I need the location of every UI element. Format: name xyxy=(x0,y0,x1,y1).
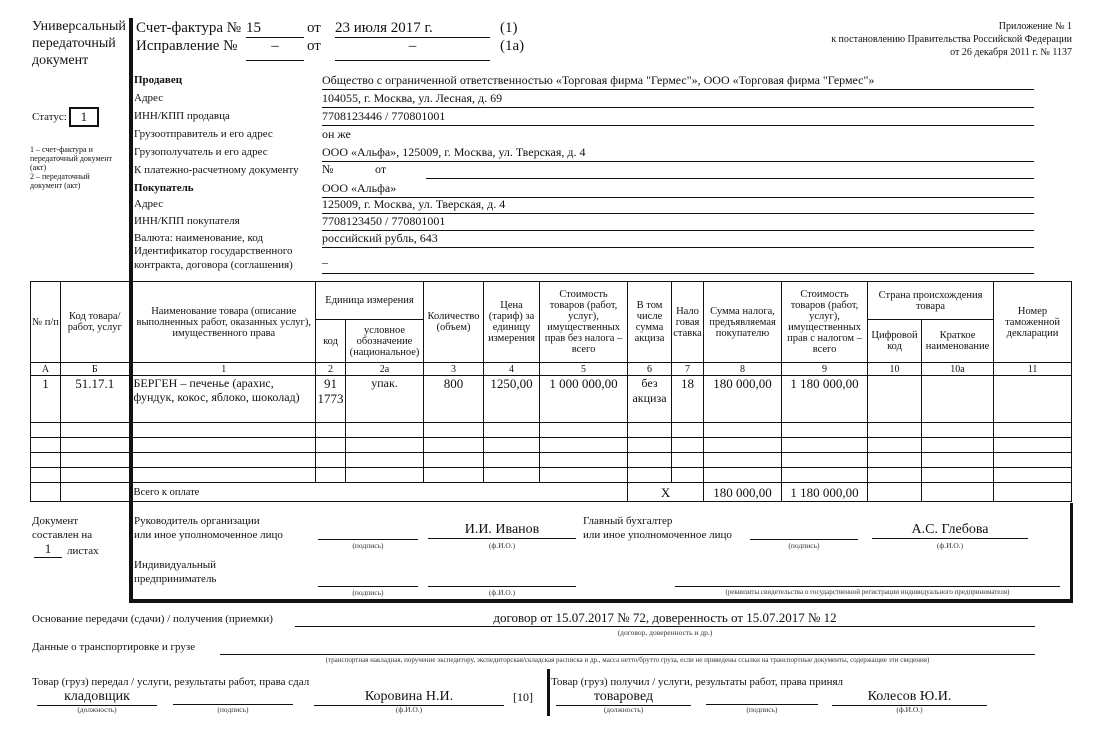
head-label-line: или иное уполномоченное лицо xyxy=(134,529,283,541)
col-header-qty: Количество (объем) xyxy=(424,282,484,363)
seller-field[interactable]: Общество с ограниченной ответственностью «Торговая фирма "Гермес"», ООО «Торговая фирма "Гермес"» xyxy=(322,72,1034,90)
col-header-excise: В том числе сумма акциза xyxy=(628,282,672,363)
vertical-separator-right xyxy=(1070,503,1073,603)
payment-doc-label: К платежно-расчетному документу xyxy=(134,164,299,176)
col-header-price: Цена (тариф) за единицу измерения xyxy=(484,282,540,363)
col-header-cost-with-tax: Стоимость товаров (работ, услуг), имущественных прав с налогом – всего xyxy=(782,282,868,363)
col-number: 2а xyxy=(346,363,424,376)
payment-doc-from-label: от xyxy=(375,162,387,176)
head-label-line: Руководитель организации xyxy=(134,515,260,527)
table-row-empty xyxy=(31,453,1072,468)
status-legend-line: 1 – счет-фактура и xyxy=(30,145,93,154)
col-header-unit-code: код xyxy=(316,320,346,363)
entrepreneur-label xyxy=(134,558,216,586)
correction-from-label: от xyxy=(307,38,321,54)
accountant-name-field[interactable]: А.С. Глебова xyxy=(872,522,1028,539)
vertical-separator xyxy=(129,18,133,281)
transport-field[interactable] xyxy=(220,640,1035,655)
caption: (реквизиты свидетельства о государственной регистрации индивидуального предпринимателя) xyxy=(725,588,1010,596)
col-number: 5 xyxy=(540,363,628,376)
head-name-field[interactable]: И.И. Иванов xyxy=(428,522,576,539)
sheets-label: листах xyxy=(67,545,99,557)
accountant-label xyxy=(583,514,732,542)
col-number: 1 xyxy=(131,363,316,376)
status-legend-line: 2 – передаточный xyxy=(30,172,90,181)
contract-id-field[interactable]: – xyxy=(322,254,1034,274)
buyer-inn-field[interactable]: 7708123450 / 770801001 xyxy=(322,213,1034,231)
entrepreneur-fio-field[interactable] xyxy=(428,572,576,587)
sheets-label: Документ xyxy=(32,515,79,527)
buyer-address-field[interactable]: 125009, г. Москва, ул. Тверская, д. 4 xyxy=(322,196,1034,214)
accountant-label-line: или иное уполномоченное лицо xyxy=(583,529,732,541)
caption: (подпись) xyxy=(217,705,249,714)
sheets-count-field[interactable]: 1 xyxy=(34,541,62,558)
col-number: 6 xyxy=(628,363,672,376)
appendix-line: к постановлению Правительства Российской Федерации xyxy=(831,34,1072,45)
appendix-line: от 26 декабря 2011 г. № 1137 xyxy=(950,47,1072,58)
status-legend-line: передаточный документ xyxy=(30,154,112,163)
total-cost-with-tax: 1 180 000,00 xyxy=(782,483,868,502)
status-legend-line: (акт) xyxy=(30,163,47,172)
col-number: 9 xyxy=(782,363,868,376)
handed-position-field[interactable]: кладовщик xyxy=(37,689,157,706)
shipper-field[interactable]: он же xyxy=(322,127,351,141)
col-number: Б xyxy=(61,363,131,376)
col-header-unit-symbol: условное обозначение (национальное) xyxy=(346,320,424,363)
col-header-tax-sum: Сумма налога, предъявляемая покупателю xyxy=(704,282,782,363)
invoice-label: Счет-фактура № xyxy=(136,20,242,36)
cell-customs xyxy=(994,376,1072,423)
col-number: А xyxy=(31,363,61,376)
caption: (ф.И.О.) xyxy=(488,541,516,550)
buyer-label: Покупатель xyxy=(134,182,194,194)
correction-label: Исправление № xyxy=(136,38,238,54)
correction-ref: (1а) xyxy=(500,38,525,54)
doc-title-line: документ xyxy=(32,53,89,68)
status-value-box[interactable]: 1 xyxy=(69,107,99,127)
payment-doc-no-label: № xyxy=(322,162,334,176)
cell-excise: без акциза xyxy=(628,376,672,423)
col-number: 4 xyxy=(484,363,540,376)
column-number-row xyxy=(31,363,1072,376)
contract-id-label xyxy=(134,244,293,272)
entrepreneur-label-line: Индивидуальный xyxy=(134,559,216,571)
invoice-date-field[interactable]: 23 июля 2017 г. xyxy=(335,20,490,38)
total-excise: Х xyxy=(628,483,704,502)
accountant-label-line: Главный бухгалтер xyxy=(583,515,673,527)
currency-field[interactable]: российский рубль, 643 xyxy=(322,230,1034,248)
handed-signature-field[interactable] xyxy=(173,689,293,705)
basis-label: Основание передачи (сдачи) / получения (приемки) xyxy=(32,613,273,625)
cell-tax-sum: 180 000,00 xyxy=(704,376,782,423)
sheets-count-block xyxy=(32,514,92,542)
col-number: 10а xyxy=(922,363,994,376)
col-number: 7 xyxy=(672,363,704,376)
cell-tax-rate: 18 xyxy=(672,376,704,423)
entrepreneur-label-line: предприниматель xyxy=(134,573,217,585)
basis-field[interactable]: договор от 15.07.2017 № 72, доверенность от 15.07.2017 № 12 xyxy=(295,610,1035,627)
col-number: 11 xyxy=(994,363,1072,376)
caption: (ф.И.О.) xyxy=(488,588,516,597)
caption: (ф.И.О.) xyxy=(395,705,423,714)
transport-label: Данные о транспортировке и грузе xyxy=(32,641,196,653)
received-label: Товар (груз) получил / услуги, результаты работ, права принял xyxy=(551,676,844,688)
doc-title-line: передаточный xyxy=(32,36,116,51)
accountant-signature-field[interactable] xyxy=(750,524,858,540)
consignee-label: Грузополучатель и его адрес xyxy=(134,146,268,158)
col-header-name: Наименование товара (описание выполненных работ, оказанных услуг), имущественного права xyxy=(131,282,316,363)
received-name-field[interactable]: Колесов Ю.И. xyxy=(832,689,987,706)
table-header-row xyxy=(31,282,1072,320)
total-row xyxy=(31,483,1072,502)
col-header-country-name: Краткое наименование xyxy=(922,320,994,363)
invoice-from-label: от xyxy=(307,20,321,36)
col-number: 3 xyxy=(424,363,484,376)
seller-address-label: Адрес xyxy=(134,92,164,104)
col-header-code: Код товара/ работ, услуг xyxy=(61,282,131,363)
caption: (подпись) xyxy=(352,588,384,597)
contract-id-label-line: Идентификатор государственного xyxy=(134,245,293,257)
seller-label: Продавец xyxy=(134,74,183,86)
col-header-customs: Номер таможенной декларации xyxy=(994,282,1072,363)
entrepreneur-registration-field[interactable] xyxy=(675,572,1060,587)
entrepreneur-signature-field[interactable] xyxy=(318,572,418,587)
col-header-tax-rate: Нало говая ставка xyxy=(672,282,704,363)
cell-name: БЕРГЕН – печенье (арахис, фундук, кокос, яблоко, шоколад) xyxy=(131,376,316,423)
caption: (ф.И.О.) xyxy=(896,705,923,714)
cell-cost-with-tax: 1 180 000,00 xyxy=(782,376,868,423)
correction-number-field[interactable]: – xyxy=(246,38,304,61)
status-legend xyxy=(30,145,130,190)
table-row[interactable] xyxy=(31,376,1072,423)
cell-country-name xyxy=(922,376,994,423)
document-type-title xyxy=(32,18,126,69)
head-label xyxy=(134,514,283,542)
buyer-field[interactable]: ООО «Альфа» xyxy=(322,180,1034,198)
appendix-note xyxy=(831,20,1072,59)
cell-code: 51.17.1 xyxy=(61,376,131,423)
status-field xyxy=(32,107,99,127)
consignee-field[interactable]: ООО «Альфа», 125009, г. Москва, ул. Тверская, д. 4 xyxy=(322,144,1034,162)
col-number: 8 xyxy=(704,363,782,376)
shipper-label: Грузоотправитель и его адрес xyxy=(134,128,273,140)
cell-num: 1 xyxy=(31,376,61,423)
col-header-num: № п/п xyxy=(31,282,61,363)
invoice-ref: (1) xyxy=(500,20,518,36)
total-label: Всего к оплате xyxy=(131,483,540,502)
sheets-label: составлен на xyxy=(32,529,93,541)
received-signature-field[interactable] xyxy=(706,689,818,705)
head-signature-field[interactable] xyxy=(318,524,418,540)
items-table xyxy=(30,281,1072,502)
caption: (подпись) xyxy=(352,541,384,550)
cell-price: 1250,00 xyxy=(484,376,540,423)
caption: (договор, доверенность и др.) xyxy=(617,628,713,637)
cell-country-code xyxy=(868,376,922,423)
cell-cost-no-tax: 1 000 000,00 xyxy=(540,376,628,423)
appendix-line: Приложение № 1 xyxy=(998,21,1072,32)
handed-ref: [10] xyxy=(513,690,533,704)
contract-id-label-line: контракта, договора (соглашения) xyxy=(134,259,293,271)
currency-label: Валюта: наименование, код xyxy=(134,232,264,244)
caption: (транспортная накладная, поручение экспедитору, экспедиторская/складская расписка и др., масса нетто/брутто груза, если не приведены ссылки на транспортные документы, содержащие эти сведения) xyxy=(325,656,930,664)
caption: (ф.И.О.) xyxy=(936,541,964,550)
doc-title-line: Универсальный xyxy=(32,19,126,34)
seller-inn-label: ИНН/КПП продавца xyxy=(134,110,230,122)
vertical-separator xyxy=(547,669,550,716)
col-header-cost-no-tax: Стоимость товаров (работ, услуг), имущественных прав без налога – всего xyxy=(540,282,628,363)
caption: (должность) xyxy=(77,705,117,714)
caption: (подпись) xyxy=(788,541,820,550)
seller-address-field[interactable]: 104055, г. Москва, ул. Лесная, д. 69 xyxy=(322,90,1034,108)
total-tax-sum: 180 000,00 xyxy=(704,483,782,502)
status-legend-line: документ (акт) xyxy=(30,181,81,190)
col-header-unit: Единица измерения xyxy=(316,282,424,320)
table-row-empty xyxy=(31,468,1072,483)
cell-qty: 800 xyxy=(424,376,484,423)
received-position-field[interactable]: товаровед xyxy=(556,689,691,706)
cell-unit-symbol: упак. xyxy=(346,376,424,423)
col-number: 2 xyxy=(316,363,346,376)
seller-inn-field[interactable]: 7708123446 / 770801001 xyxy=(322,108,1034,126)
buyer-address-label: Адрес xyxy=(134,198,164,210)
handed-label: Товар (груз) передал / услуги, результаты работ, права сдал xyxy=(32,676,310,688)
correction-date-field[interactable]: – xyxy=(335,38,490,61)
table-row-empty xyxy=(31,423,1072,438)
col-header-country-code: Цифровой код xyxy=(868,320,922,363)
col-number: 10 xyxy=(868,363,922,376)
caption: (подпись) xyxy=(746,705,778,714)
status-label: Статус: xyxy=(32,111,67,123)
table-row-empty xyxy=(31,438,1072,453)
buyer-inn-label: ИНН/КПП покупателя xyxy=(134,215,240,227)
vertical-separator xyxy=(129,502,133,602)
invoice-number-field[interactable]: 15 xyxy=(246,20,304,38)
col-header-country: Страна происхождения товара xyxy=(868,282,994,320)
horizontal-separator xyxy=(129,599,1073,603)
handed-name-field[interactable]: Коровина Н.И. xyxy=(314,689,504,706)
payment-doc-field[interactable] xyxy=(426,162,1034,179)
cell-unit-code: 91 1773 xyxy=(316,376,346,423)
caption: (должность) xyxy=(603,705,644,714)
